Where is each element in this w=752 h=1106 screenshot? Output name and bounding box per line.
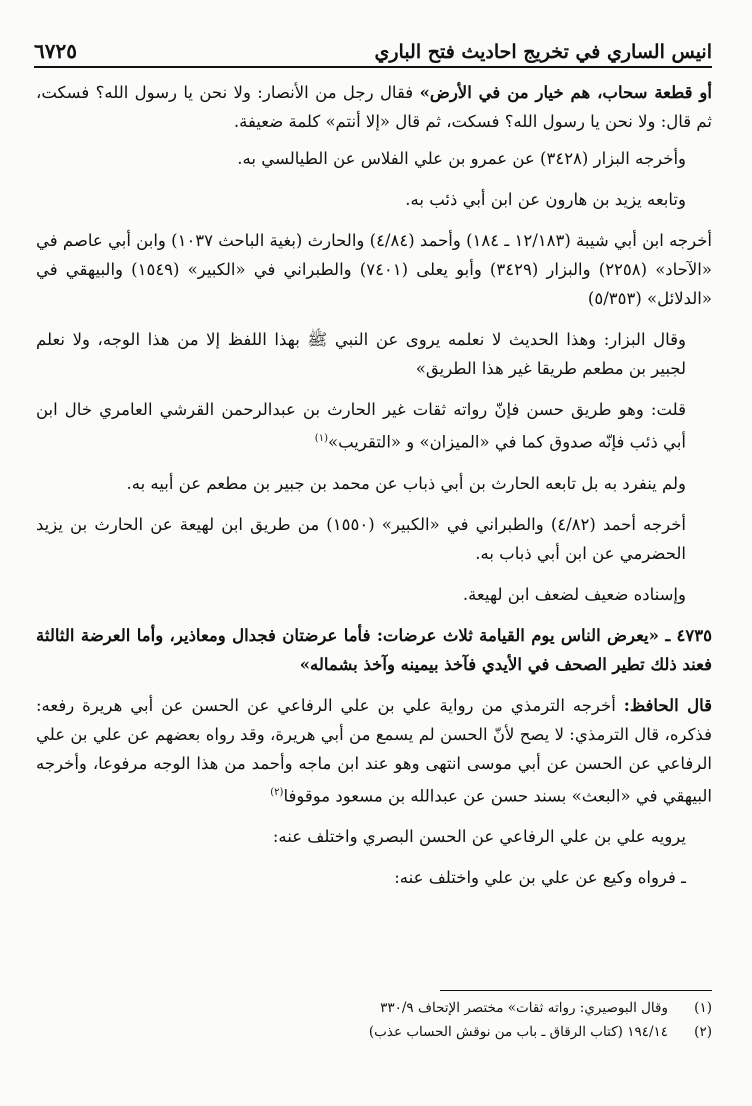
footnote-text: وقال البوصيري: رواته ثقات» مختصر الإتحاف ٣٣٠/٩ [380, 1000, 668, 1016]
page-number: ٦٧٢٥ [34, 39, 77, 63]
paragraph: ـ فرواه وكيع عن علي بن علي واختلف عنه: [394, 868, 686, 887]
paragraph: وقال البزار: وهذا الحديث لا نعلمه يروى عن النبي ﷺ بهذا اللفظ إلا من هذا الوجه، ولا نعلم لجبير بن مطعم طريقا غير هذا الطريق» [36, 330, 686, 378]
footnote-number: (٢) [694, 1024, 712, 1040]
paragraph-lead: أو قطعة سحاب، هم خيار من في الأرض» [419, 83, 712, 102]
hafiz-text: أخرجه الترمذي من رواية علي بن علي الرفاعي عن الحسن عن أبي هريرة رفعه: فذكره، قال الترمذي: لا يصح لأنّ الحسن لم يسمع من أبي هريرة، وقد رواه بعضهم عن علي بن علي الرفاعي عن الحسن عن أبي موسى انتهى وهو عند ابن ماجه وأحمد من هذا الوجه مرفوعا، وأخرجه البيهقي في «البعث» بسند حسن عن عبدالله بن مسعود موقوفا [36, 695, 712, 805]
footnote-number: (١) [694, 1000, 712, 1016]
paragraph: ولم ينفرد به بل تابعه الحارث بن أبي ذباب عن محمد بن جبير بن مطعم عن أبيه به. [126, 473, 686, 493]
paragraph-text: فقال رجل من الأنصار: ولا نحن يا رسول الله؟ فسكت، ثم قال: ولا نحن يا رسول الله؟ فسكت، ثم قال «إلا أنتم» كلمة ضعيفة. [36, 83, 712, 131]
footnote-divider [440, 990, 712, 991]
footnote-text: ١٩٤/١٤ (كتاب الرقاق ـ باب من نوقش الحساب عذب) [368, 1024, 668, 1040]
footnote [36, 996, 712, 1020]
footnote [36, 1020, 712, 1044]
paragraph [36, 78, 712, 136]
paragraph: وتابعه يزيد بن هارون عن ابن أبي ذئب به. [405, 190, 686, 209]
paragraph: وأخرجه البزار (٣٤٢٨) عن عمرو بن علي الفلاس عن الطيالسي به. [237, 149, 686, 168]
page-header [34, 36, 712, 68]
paragraph-text: قلت: وهو طريق حسن فإنّ رواته ثقات غير الحارث بن عبدالرحمن القرشي العامري خال ابن أبي ذئب فإنّه صدوق كما في «الميزان» و «التقريب» [36, 400, 686, 452]
paragraph: أخرجه أحمد (٤/٨٢) والطبراني في «الكبير» (١٥٥٠) من طريق ابن لهيعة عن الحارث بن يزيد الحضرمي عن ابن أبي ذباب به. [36, 514, 686, 563]
hafiz-lead: قال الحافظ: [623, 695, 713, 715]
footnote-ref: (٢) [270, 786, 284, 798]
paragraph [36, 395, 712, 457]
paragraph: أخرجه ابن أبي شيبة (١٢/١٨٣ ـ ١٨٤) وأحمد (٤/٨٤) والحارث (بغية الباحث ١٠٣٧) وابن أبي عاصم في «الآحاد» (٢٢٥٨) والبزار (٣٤٢٩) وأبو يعلى (٧٤٠١) والطبراني في «الكبير» (١٥٤٩) والبيهقي في «الدلائل» (٥/٣٥٣) [36, 231, 712, 308]
hadith-heading: ٤٧٣٥ ـ «يعرض الناس يوم القيامة ثلاث عرضات: فأما عرضتان فجدال ومعاذير، وأما العرضة الثالثة فعند ذلك تطير الصحف في الأيدي فآخذ بيمينه وآخذ بشماله» [36, 625, 712, 674]
footnotes [36, 996, 712, 1044]
page-body [36, 78, 712, 904]
footnote-ref: (١) [314, 433, 328, 444]
paragraph: يرويه علي بن علي الرفاعي عن الحسن البصري واختلف عنه: [272, 827, 686, 846]
running-title: انيس الساري في تخريج احاديث فتح الباري [374, 41, 712, 63]
hafiz-paragraph [36, 691, 712, 811]
paragraph: وإسناده ضعيف لضعف ابن لهيعة. [462, 584, 686, 604]
